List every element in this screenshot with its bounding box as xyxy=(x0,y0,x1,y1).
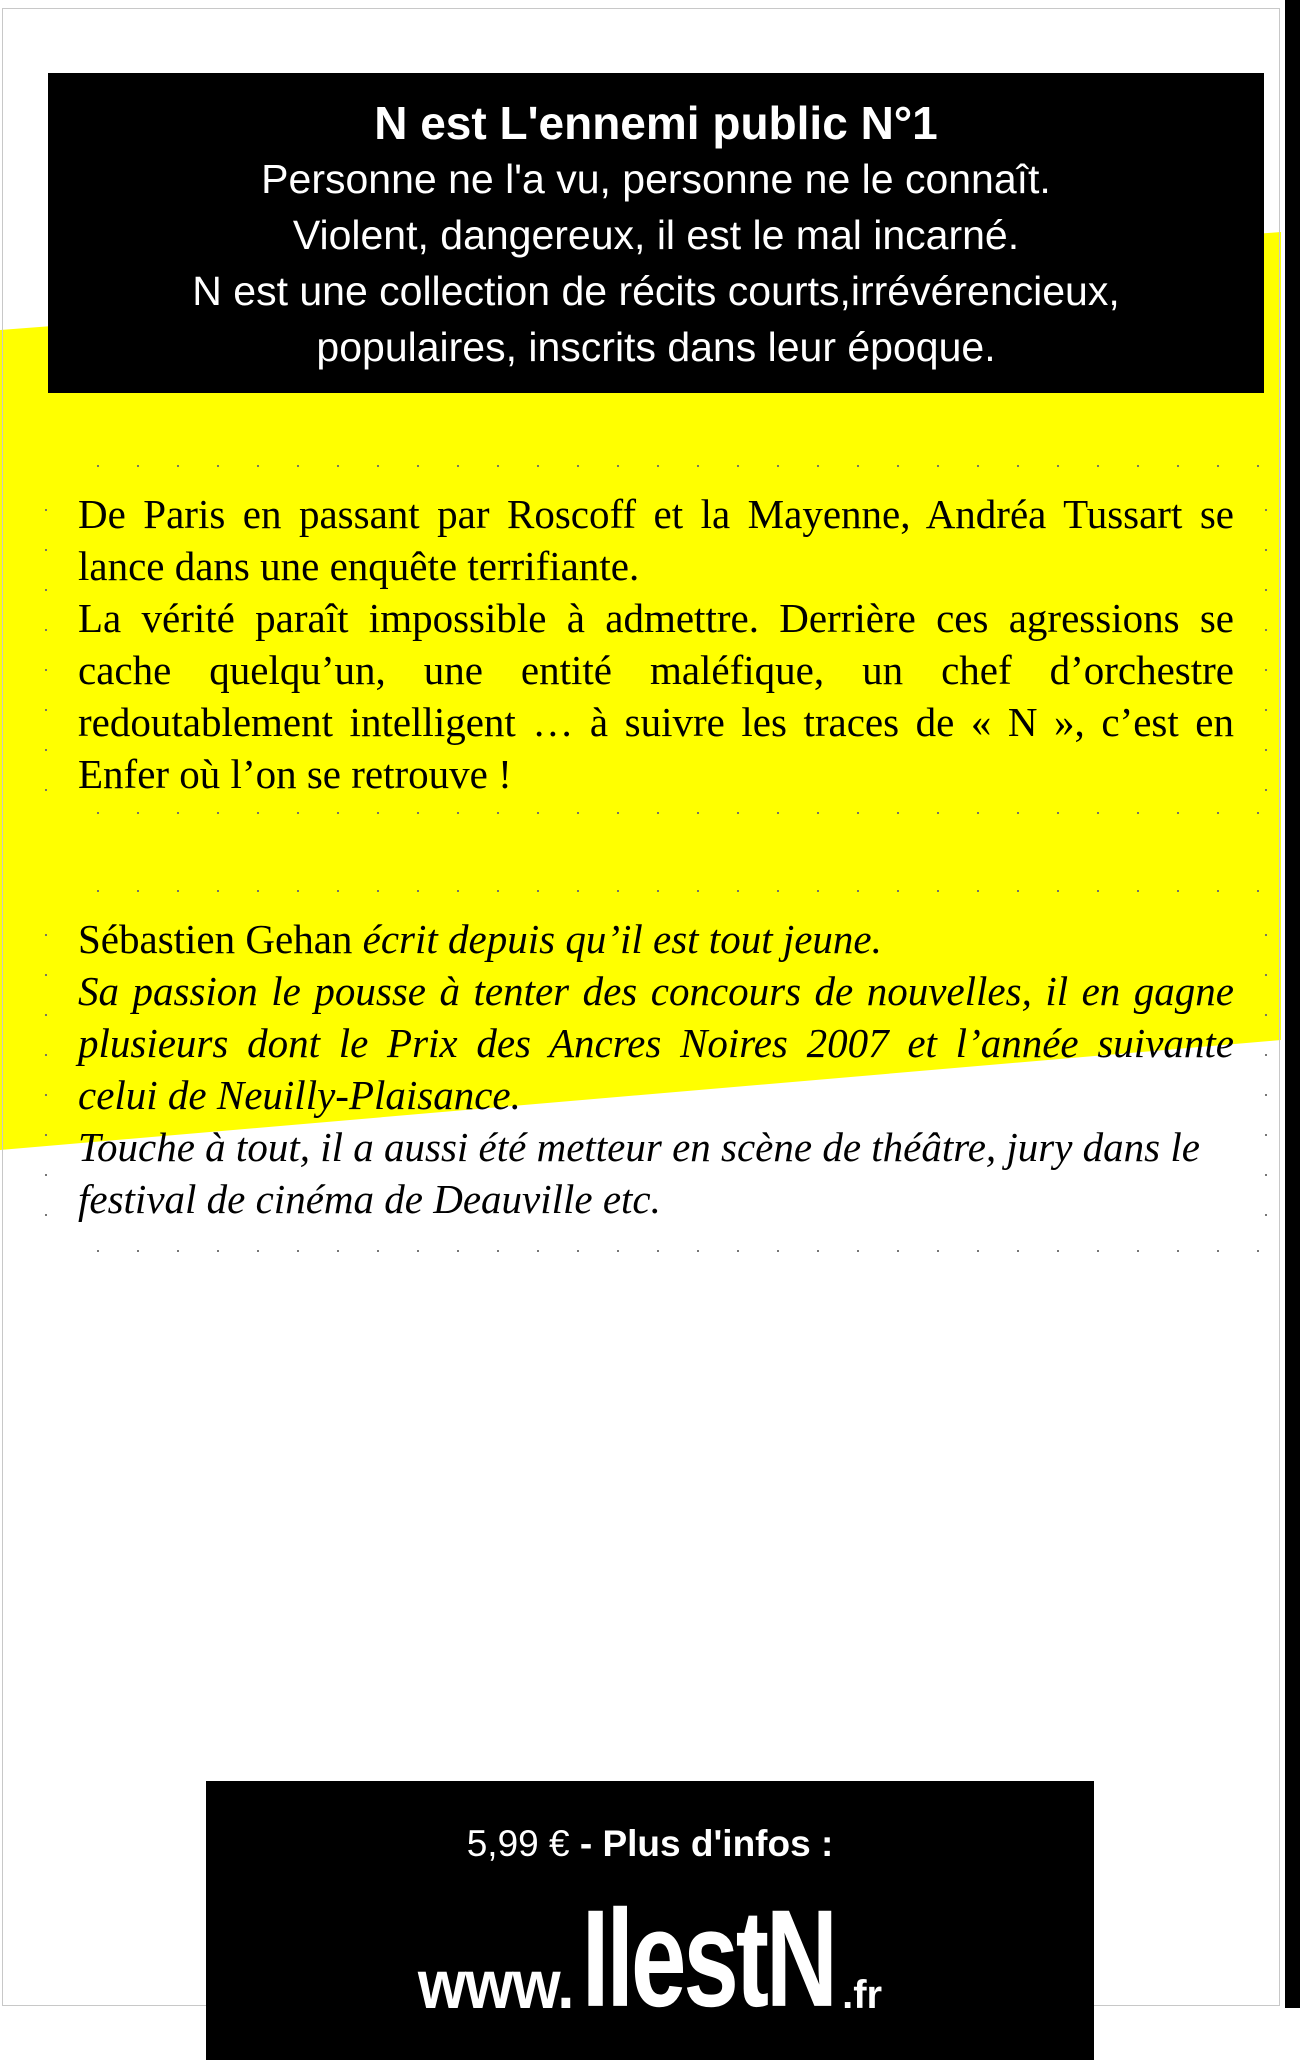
synopsis-frame-left xyxy=(45,490,47,800)
website-link[interactable] xyxy=(206,1881,1094,2036)
synopsis-frame-bottom xyxy=(78,812,1278,814)
author-bio-intro xyxy=(78,913,1234,965)
synopsis-text xyxy=(78,488,1234,800)
header-box xyxy=(48,73,1264,393)
author-name: Sébastien Gehan xyxy=(78,916,353,962)
header-line-4: populaires, inscrits dans leur époque. xyxy=(316,324,996,370)
author-intro: écrit depuis qu’il est tout jeune. xyxy=(352,916,882,962)
synopsis-frame-right xyxy=(1265,490,1267,800)
author-frame-bottom xyxy=(78,1250,1278,1252)
website-tld: .fr xyxy=(842,1973,883,2017)
synopsis-paragraph-1: De Paris en passant par Roscoff et la Mayenne, Andréa Tussart se lance dans une enquête terrifiante. xyxy=(78,491,1234,589)
author-frame-top xyxy=(78,890,1278,892)
author-bio xyxy=(78,913,1234,1225)
synopsis-paragraph-2: La vérité paraît impossible à admettre. Derrière ces agressions se cache quelqu’un, une entité maléfique, un chef d’orchestre redoutablement intelligent … à suivre les traces de « N », c’est en Enfer où l’on se retrouve ! xyxy=(78,595,1234,797)
header-title: N est L'ennemi public N°1 xyxy=(374,97,938,149)
price: 5,99 € xyxy=(466,1823,570,1864)
author-bio-career: Touche à tout, il a aussi été metteur en scène de théâtre, jury dans le festival de cinéma de Deauville etc. xyxy=(78,1124,1200,1222)
footer-box xyxy=(206,1781,1094,2060)
price-line xyxy=(206,1823,1094,1865)
website-www: www. xyxy=(417,1947,574,2024)
synopsis-frame-top xyxy=(78,465,1278,467)
author-frame-right xyxy=(1265,915,1267,1240)
header-line-2: Violent, dangereux, il est le mal incarné. xyxy=(292,212,1020,258)
author-bio-awards: Sa passion le pousse à tenter des concours de nouvelles, il en gagne plusieurs dont le Prix des Ancres Noires 2007 et l’année suivante celui de Neuilly-Plaisance. xyxy=(78,968,1234,1118)
header-line-1: Personne ne l'a vu, personne ne le connaît. xyxy=(261,156,1051,202)
right-edge-strip xyxy=(1285,0,1300,2008)
more-info-label: - Plus d'infos : xyxy=(569,1823,834,1864)
website-name: IlestN xyxy=(581,1881,835,2036)
header-line-3: N est une collection de récits courts,irrévérencieux, xyxy=(192,268,1120,314)
author-frame-left xyxy=(45,915,47,1240)
